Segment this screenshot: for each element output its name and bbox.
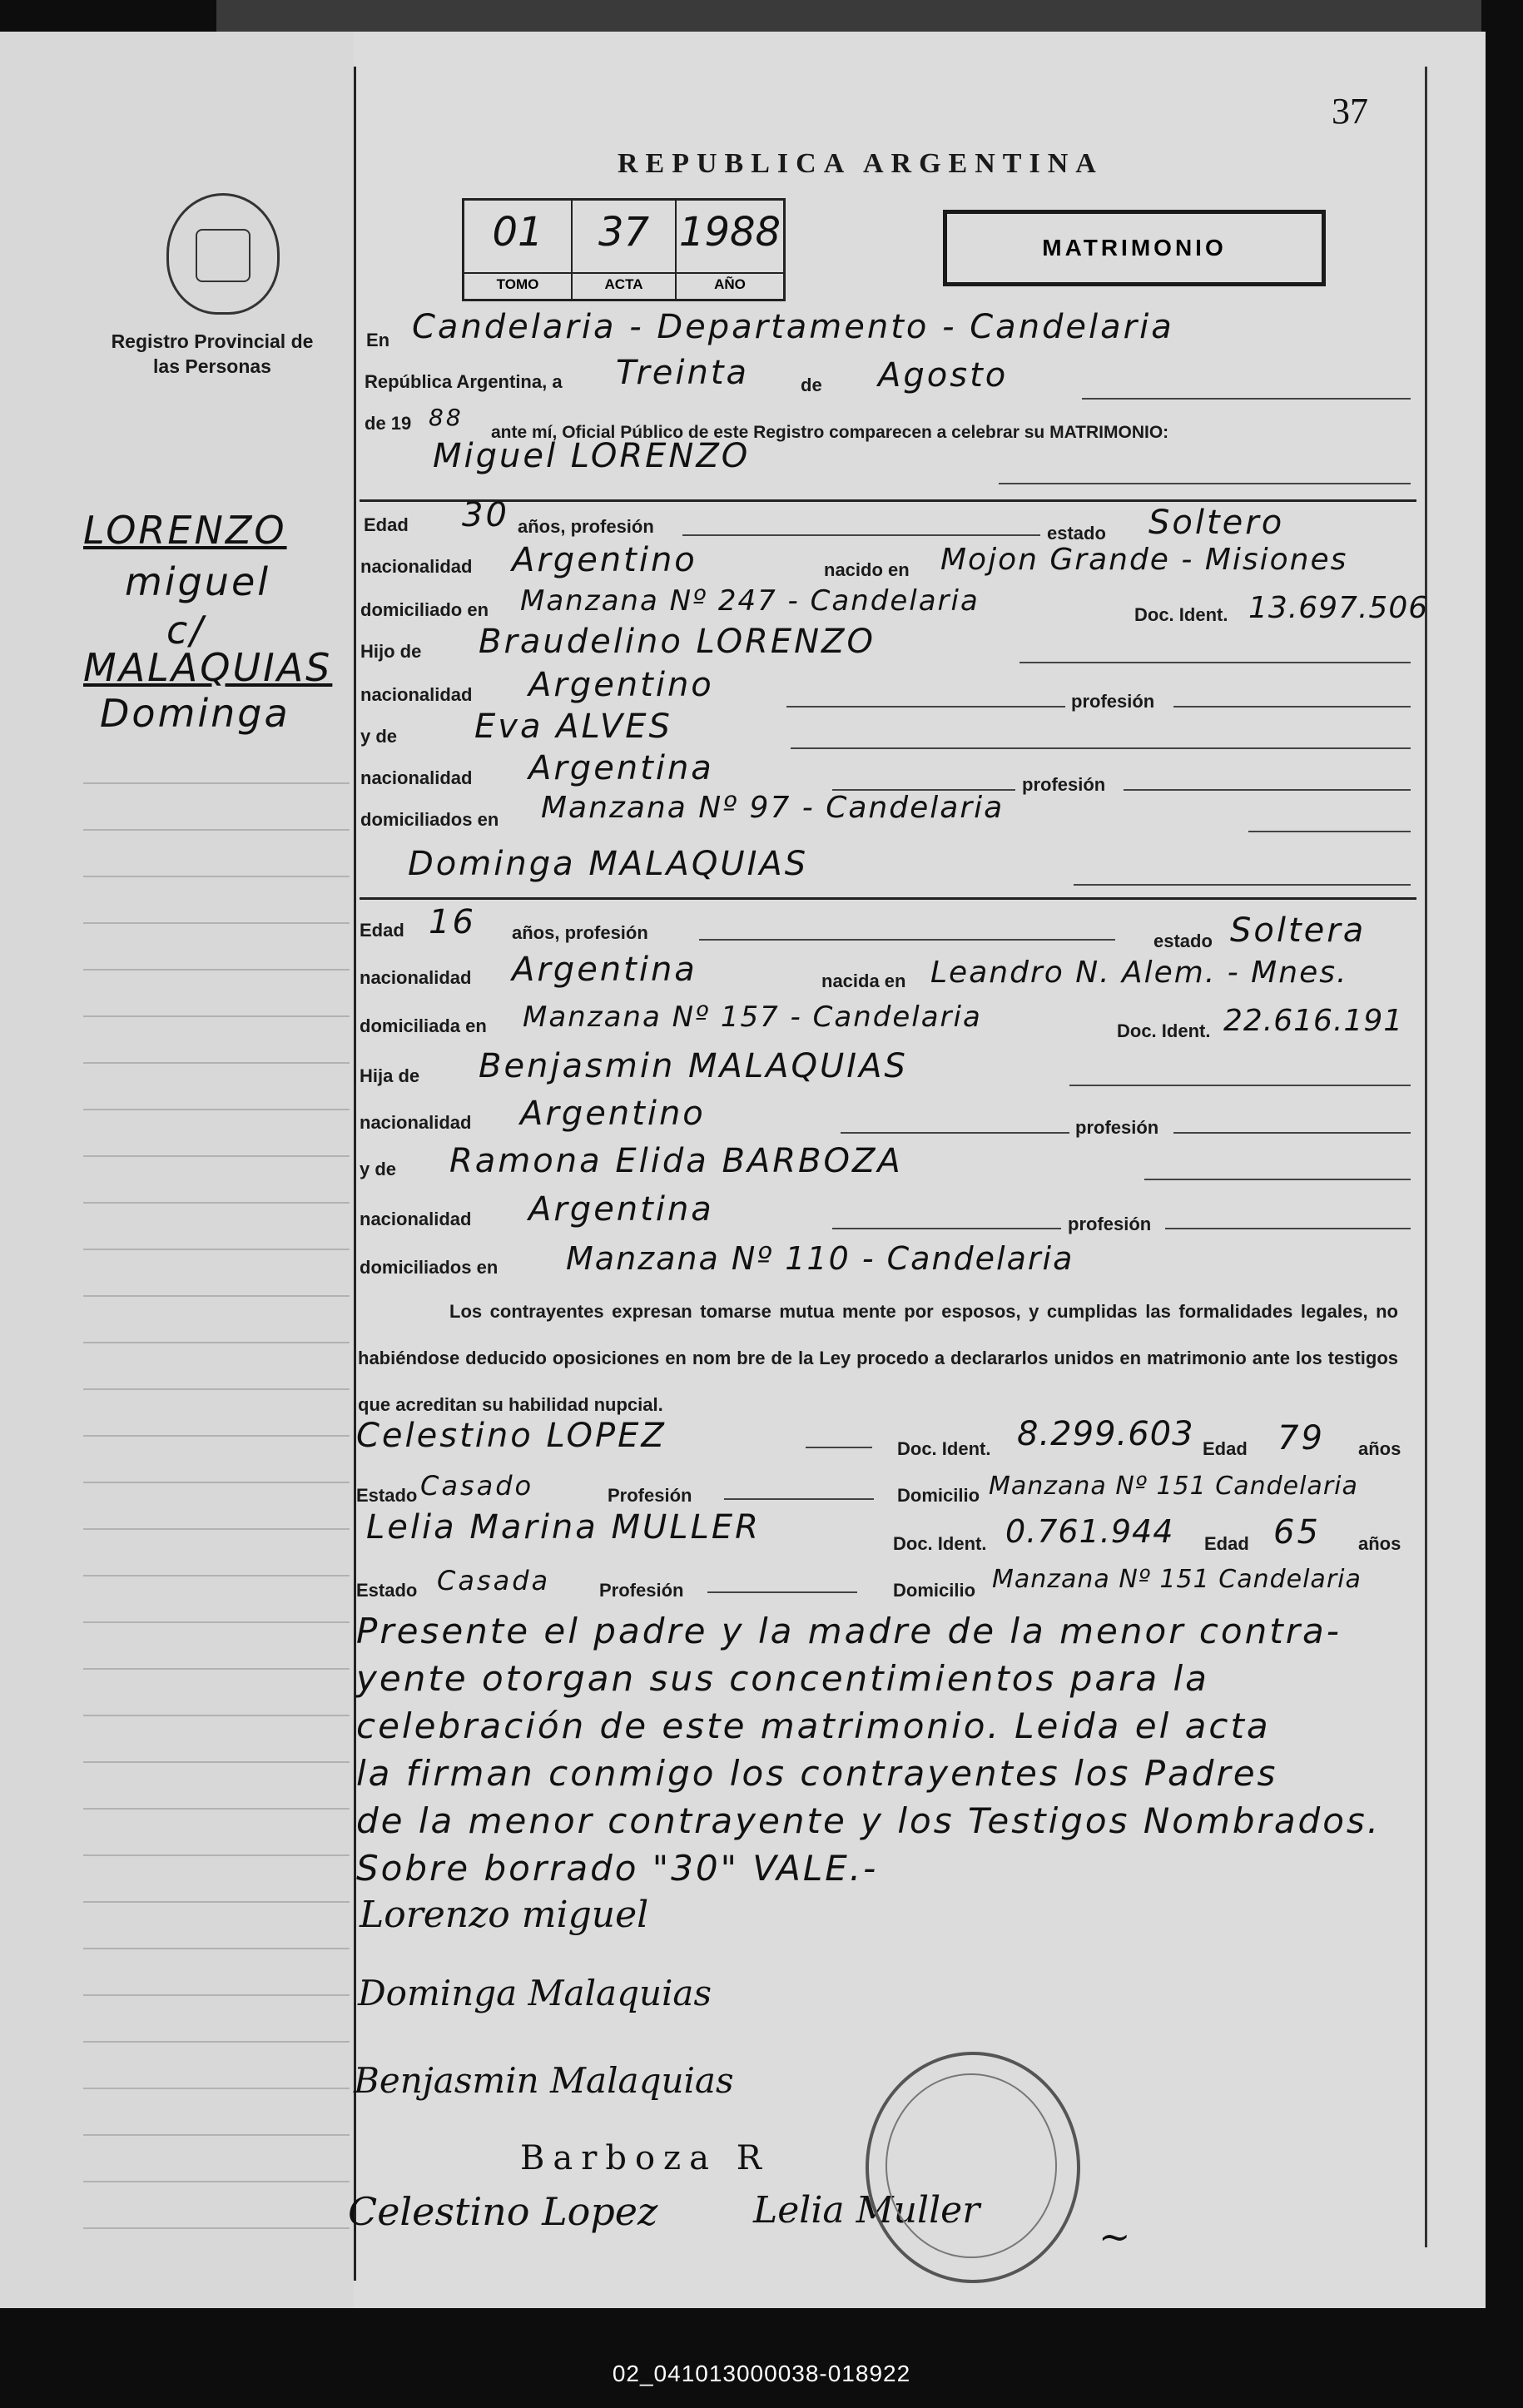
groom-hijo-label: Hijo de	[360, 641, 422, 662]
witness2-anos-label: años	[1358, 1533, 1401, 1554]
ruled-line	[83, 1482, 350, 1483]
year-suffix: 88	[429, 404, 464, 431]
line	[1069, 1085, 1411, 1086]
ruled-line	[83, 1062, 350, 1064]
officer-signature-mark: ~	[1099, 2214, 1131, 2259]
line	[1144, 1179, 1411, 1180]
bride-estado: Soltera	[1230, 911, 1367, 950]
ruled-line	[83, 1155, 350, 1157]
de-label: de	[801, 375, 822, 395]
day-value: Treinta	[616, 354, 750, 392]
ruled-line	[83, 1435, 350, 1437]
ruled-line	[83, 1295, 350, 1297]
ruled-line	[83, 2134, 350, 2136]
ruled-line	[83, 1854, 350, 1856]
ruled-line	[83, 1015, 350, 1017]
republica-label: República Argentina, a	[365, 371, 563, 392]
bride-doc: 22.616.191	[1223, 1004, 1404, 1038]
ruled-line	[83, 876, 350, 877]
bride-mother-nat-label: nacionalidad	[360, 1209, 472, 1229]
witness1-domicile: Manzana Nº 151 Candelaria	[989, 1472, 1358, 1501]
groom-yde-label: y de	[360, 726, 398, 747]
margin-note-conj: c/	[166, 608, 206, 653]
line	[1124, 789, 1411, 791]
right-border-line	[1425, 67, 1427, 2247]
groom-father-nat: Argentino	[528, 666, 714, 704]
tomo-value: 01	[492, 209, 543, 256]
ruled-line	[83, 1109, 350, 1110]
groom-nacido-label: nacido en	[824, 559, 910, 580]
line	[724, 1498, 874, 1500]
note-line: Presente el padre y la madre de la menor contra-	[356, 1611, 1342, 1651]
bride-mother: Ramona Elida BARBOZA	[449, 1142, 903, 1180]
groom-anos-label: años, profesión	[518, 516, 654, 537]
bride-parents-dom: Manzana Nº 110 - Candelaria	[566, 1240, 1074, 1277]
top-edge	[216, 0, 1481, 32]
bride-edad-label: Edad	[360, 920, 404, 941]
witness1-estado-label: Estado	[356, 1485, 418, 1506]
declaration-text: Los contrayentes expresan tomarse mutua mente por esposos, y cumplidas las formalidades legales, no habiéndose deducido oposiciones en nom bre de la Ley procedo a declararlos unidos en matrimonio ante los testigos que acreditan su habilidad nupcial.	[358, 1301, 1398, 1415]
bride-hija-label: Hija de	[360, 1065, 420, 1086]
registry-box	[462, 198, 786, 301]
ruled-line	[83, 782, 350, 784]
bride-father: Benjasmin MALAQUIAS	[479, 1047, 908, 1085]
ruled-line	[83, 1202, 350, 1204]
bride-father-prof-label: profesión	[1075, 1117, 1159, 1138]
line	[786, 706, 1065, 708]
bride-father-nat-label: nacionalidad	[360, 1112, 472, 1133]
en-label: En	[366, 330, 390, 350]
witness2-estado: Casada	[437, 1565, 551, 1596]
groom-parents-dom-label: domiciliados en	[360, 809, 499, 830]
margin-note-surname: LORENZO	[83, 508, 287, 553]
act-type-box: MATRIMONIO	[943, 210, 1326, 286]
groom-mother-nat-label: nacionalidad	[360, 767, 473, 788]
margin-note-name: miguel	[125, 559, 271, 604]
witness2-edad-label: Edad	[1204, 1533, 1249, 1554]
line	[682, 534, 1040, 536]
witness2-doc: 0.761.944	[1005, 1513, 1174, 1550]
witness1-anos-label: años	[1358, 1438, 1401, 1459]
month-value: Agosto	[878, 356, 1009, 395]
official-stamp-icon	[866, 2052, 1080, 2283]
bride-nacida-label: nacida en	[821, 971, 906, 991]
witness1-age: 79	[1277, 1419, 1325, 1457]
witness1-edad-label: Edad	[1203, 1438, 1248, 1459]
ruled-line	[83, 2227, 350, 2229]
margin-note-bride-surname: MALAQUIAS	[83, 645, 333, 690]
bride-domicile: Manzana Nº 157 - Candelaria	[523, 1000, 982, 1034]
groom-estado-label: estado	[1047, 523, 1106, 544]
line	[1248, 831, 1411, 832]
anio-cell	[677, 201, 783, 299]
tomo-cell	[464, 201, 573, 299]
bride-father-nat: Argentino	[520, 1095, 706, 1133]
ruled-line	[83, 829, 350, 831]
margin-divider	[354, 67, 356, 2281]
groom-mother: Eva ALVES	[474, 708, 672, 746]
groom-father-nat-label: nacionalidad	[360, 684, 473, 705]
ruled-line	[83, 2041, 350, 2043]
line	[707, 1591, 857, 1593]
country-heading: REPUBLICA ARGENTINA	[618, 148, 1104, 179]
ruled-line	[83, 1901, 350, 1903]
groom-mother-prof-label: profesión	[1022, 774, 1106, 795]
witness1-doc-label: Doc. Ident.	[897, 1438, 991, 1459]
note-line: celebración de este matrimonio. Leida el acta	[356, 1705, 1271, 1746]
ruled-line	[83, 922, 350, 924]
witness2-estado-label: Estado	[356, 1580, 418, 1601]
note-line: Sobre borrado "30" VALE.-	[356, 1848, 879, 1889]
signature-witness-2: Lelia Muller	[753, 2189, 980, 2232]
groom-age: 30	[462, 496, 509, 534]
groom-edad-label: Edad	[364, 514, 409, 535]
bride-doc-label: Doc. Ident.	[1117, 1020, 1211, 1041]
ruled-line	[83, 1249, 350, 1250]
witness2-dom-label: Domicilio	[893, 1580, 976, 1601]
signature-witness-1: Celestino Lopez	[348, 2189, 658, 2234]
groom-nationality: Argentino	[512, 541, 697, 579]
ruled-line	[83, 969, 350, 971]
ruled-line	[83, 1715, 350, 1716]
witness2-name: Lelia Marina MULLER	[366, 1508, 761, 1547]
bride-section-top	[360, 897, 1416, 900]
line	[1165, 1228, 1411, 1229]
acta-label: ACTA	[573, 272, 675, 293]
line	[791, 747, 1411, 749]
ruled-line	[83, 1621, 350, 1623]
groom-mother-nat: Argentina	[528, 749, 714, 787]
tomo-label: TOMO	[464, 272, 571, 293]
groom-dom-label: domiciliado en	[360, 599, 489, 620]
witness2-domicile: Manzana Nº 151 Candelaria	[992, 1565, 1362, 1594]
ruled-line	[83, 1808, 350, 1810]
ruled-line	[83, 1575, 350, 1576]
groom-father-prof-label: profesión	[1071, 691, 1155, 712]
bride-mother-nat: Argentina	[528, 1190, 714, 1229]
scan-identifier: 02_041013000038-018922	[612, 2361, 911, 2386]
ruled-line	[83, 1948, 350, 1949]
ruled-line	[83, 2181, 350, 2182]
note-line: yente otorgan sus concentimientos para la	[356, 1658, 1209, 1699]
line	[699, 939, 1115, 941]
bride-age: 16	[429, 903, 476, 941]
acta-cell	[573, 201, 677, 299]
line	[1019, 662, 1411, 663]
line	[1082, 398, 1411, 400]
bride-estado-label: estado	[1153, 931, 1213, 951]
provincial-seal-icon	[166, 193, 280, 315]
place-value: Candelaria - Departamento - Candelaria	[412, 308, 1174, 346]
witness1-name: Celestino LOPEZ	[356, 1417, 667, 1455]
line	[1173, 706, 1411, 708]
line	[806, 1447, 872, 1448]
ruled-line	[83, 1342, 350, 1343]
signature-groom: Lorenzo miguel	[360, 1894, 649, 1936]
line	[832, 1228, 1061, 1229]
ruled-line	[83, 2088, 350, 2089]
note-line: la firman conmigo los contrayentes los Padres	[356, 1753, 1278, 1794]
groom-doc-label: Doc. Ident.	[1134, 604, 1228, 625]
year-label: de 19	[365, 413, 412, 434]
groom-nac-label: nacionalidad	[360, 556, 473, 577]
signature-bride-mother: Barboza R	[520, 2139, 770, 2177]
note-line: de la menor contrayente y los Testigos Nombrados.	[356, 1800, 1382, 1841]
groom-estado: Soltero	[1148, 504, 1285, 542]
intro-formula: ante mí, Oficial Público de este Registro comparecen a celebrar su MATRIMONIO:	[491, 423, 1169, 442]
groom-birthplace: Mojon Grande - Misiones	[940, 543, 1348, 577]
anio-label: AÑO	[677, 272, 783, 293]
line	[1173, 1132, 1411, 1134]
bride-anos-label: años, profesión	[512, 922, 648, 943]
bride-dom-label: domiciliada en	[360, 1015, 487, 1036]
bride-nac-label: nacionalidad	[360, 967, 472, 988]
witness1-doc: 8.299.603	[1017, 1415, 1194, 1453]
office-name: Registro Provincial de las Personas	[111, 330, 314, 377]
groom-domicile: Manzana Nº 247 - Candelaria	[520, 584, 980, 618]
bride-mother-prof-label: profesión	[1068, 1214, 1152, 1234]
groom-parents-dom: Manzana Nº 97 - Candelaria	[541, 791, 1005, 825]
witness1-prof-label: Profesión	[608, 1485, 692, 1506]
bride-yde-label: y de	[360, 1159, 397, 1179]
witness2-doc-label: Doc. Ident.	[893, 1533, 987, 1554]
bride-parents-dom-label: domiciliados en	[360, 1257, 499, 1278]
bride-birthplace: Leandro N. Alem. - Mnes.	[930, 956, 1348, 990]
signature-bride: Dominga Malaquias	[358, 1973, 712, 2013]
margin-note-bride-name: Dominga	[100, 691, 290, 736]
groom-father: Braudelino LORENZO	[479, 623, 876, 661]
ruled-line	[83, 1668, 350, 1670]
signature-bride-father: Benjasmin Malaquias	[354, 2060, 734, 2101]
bride-name: Dominga MALAQUIAS	[408, 845, 809, 883]
line	[999, 483, 1411, 484]
line	[1074, 884, 1411, 886]
witness1-estado: Casado	[420, 1470, 534, 1502]
witness1-dom-label: Domicilio	[897, 1485, 980, 1506]
page-number: 37	[1332, 91, 1368, 132]
witness2-age: 65	[1273, 1513, 1321, 1552]
ruled-line	[83, 1994, 350, 1996]
anio-value: 1988	[678, 209, 781, 256]
line	[841, 1132, 1069, 1134]
groom-section-top	[360, 499, 1416, 502]
ruled-line	[83, 1761, 350, 1763]
acta-value: 37	[598, 209, 650, 256]
groom-name: Miguel LORENZO	[433, 437, 751, 475]
groom-doc: 13.697.506	[1248, 591, 1429, 625]
ruled-line	[83, 1388, 350, 1390]
ruled-line	[83, 1528, 350, 1530]
bride-nationality: Argentina	[512, 951, 697, 989]
witness2-prof-label: Profesión	[599, 1580, 684, 1601]
